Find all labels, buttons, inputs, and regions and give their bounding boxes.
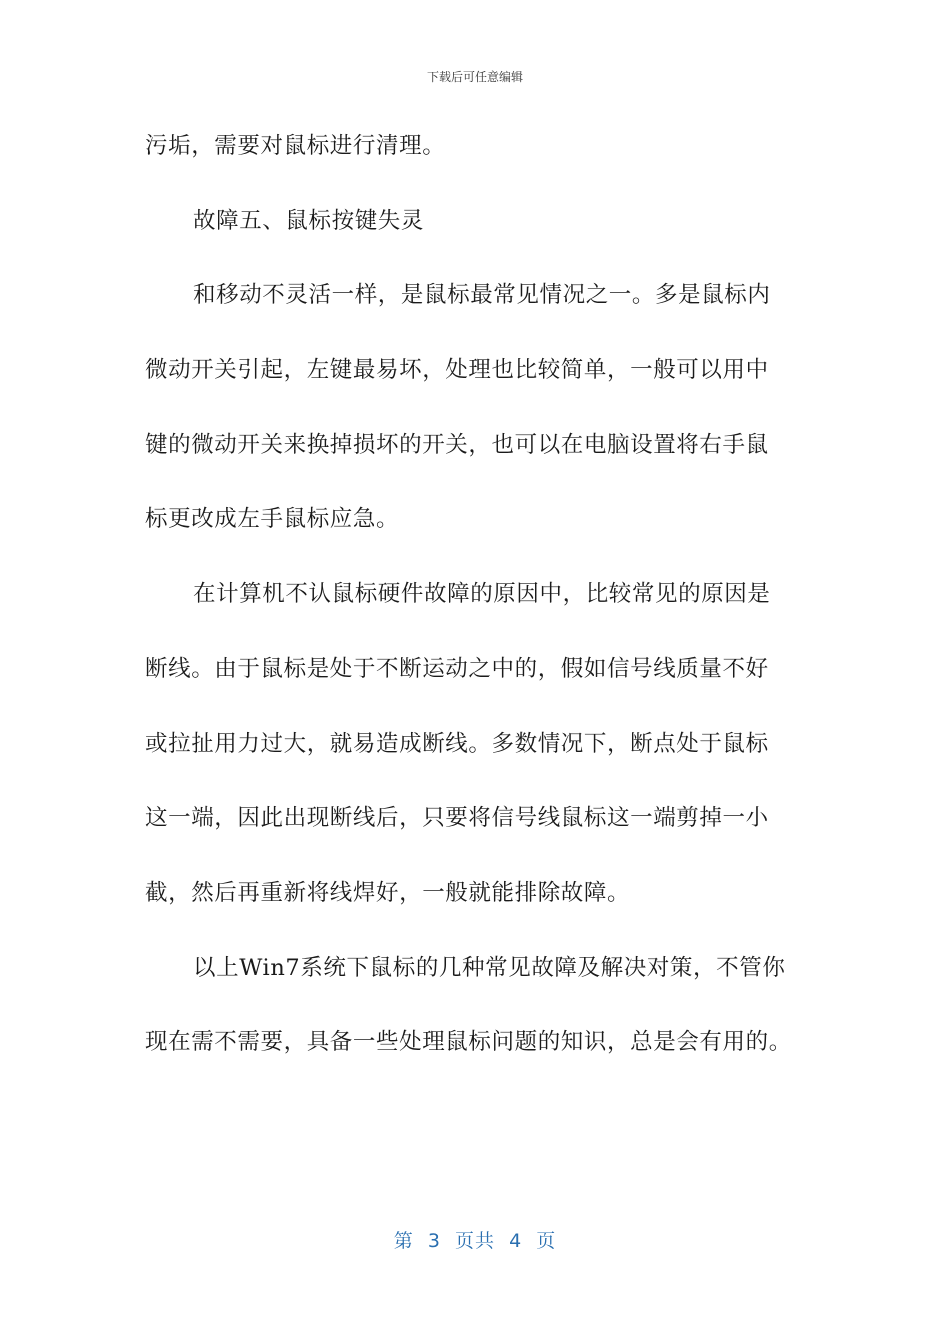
document-body — [145, 126, 805, 1097]
text-line: 以上Win7系统下鼠标的几种常见故障及解决对策，不管你 — [193, 954, 786, 981]
text-line: 污垢，需要对鼠标进行清理。 — [145, 133, 446, 159]
section-heading: 故障五、鼠标按键失灵 — [193, 207, 425, 234]
text-line: 在计算机不认鼠标硬件故障的原因中，比较常见的原因是 — [193, 581, 771, 608]
text-line: 和移动不灵活一样，是鼠标最常见情况之一。多是鼠标内 — [193, 282, 771, 309]
text-line: 微动开关引起，左键最易坏，处理也比较简单，一般可以用中 — [145, 357, 769, 384]
page-header-note: 下载后可任意编辑 — [426, 70, 523, 84]
text-line: 键的微动开关来换掉损坏的开关，也可以在电脑设置将右手鼠 — [145, 431, 769, 458]
text-line: 标更改成左手鼠标应急。 — [145, 506, 400, 533]
text-line: 这一端，因此出现断线后，只要将信号线鼠标这一端剪掉一小 — [145, 805, 769, 832]
page-number: 第 3 页共 4 页 — [393, 1230, 557, 1252]
text-line: 断线。由于鼠标是处于不断运动之中的，假如信号线质量不好 — [145, 655, 769, 682]
text-line: 或拉扯用力过大，就易造成断线。多数情况下，断点处于鼠标 — [145, 730, 769, 757]
text-line: 现在需不需要，具备一些处理鼠标问题的知识，总是会有用的。 — [145, 1029, 792, 1056]
text-line: 截，然后再重新将线焊好，一般就能排除故障。 — [145, 879, 631, 906]
